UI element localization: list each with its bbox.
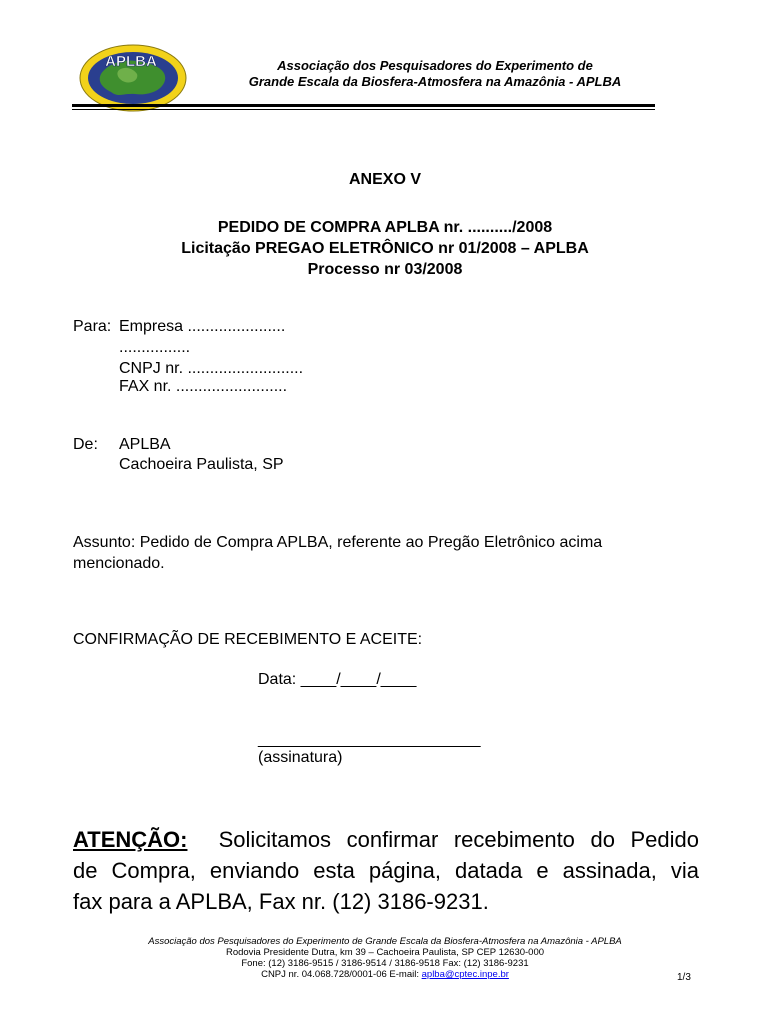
header-divider-thin — [72, 109, 655, 110]
signature-label: (assinatura) — [258, 749, 343, 766]
header-divider — [72, 104, 655, 107]
header-line-1: Associação dos Pesquisadores do Experimento de — [277, 58, 593, 73]
para-dots: ................ — [119, 339, 191, 356]
date-field: Data: ____/____/____ — [258, 671, 417, 688]
attention-label: ATENÇÃO: — [73, 827, 188, 852]
aplba-logo — [79, 44, 187, 112]
attention-line-1 — [73, 824, 699, 855]
tender-title: Licitação PREGAO ELETRÔNICO nr 01/2008 – APLBA — [181, 240, 589, 257]
attention-line-3: fax para a APLBA, Fax nr. (12) 3186-9231. — [73, 889, 489, 914]
para-empresa: Empresa ...................... — [119, 318, 286, 335]
attention-text-1: Solicitamos confirmar recebimento do Pedido — [218, 827, 699, 852]
page-number: 1/3 — [677, 972, 691, 983]
footer-phone: Fone: (12) 3186-9515 / 3186-9514 / 3186-9518 Fax: (12) 3186-9231 — [241, 958, 529, 969]
footer-address: Rodovia Presidente Dutra, km 39 – Cachoeira Paulista, SP CEP 12630-000 — [225, 947, 545, 958]
attention-line-2: de Compra, enviando esta página, datada e assinada, via — [73, 858, 699, 883]
confirmation-heading: CONFIRMAÇÃO DE RECEBIMENTO E ACEITE: — [73, 631, 423, 648]
logo-text: APLBA — [105, 53, 157, 70]
process-title: Processo nr 03/2008 — [307, 261, 463, 278]
footer-cnpj: CNPJ nr. 04.068.728/0001-06 E-mail: — [261, 969, 419, 980]
signature-line: _________________________ — [258, 731, 481, 748]
footer-cnpj-email — [100, 969, 670, 980]
annex-title: ANEXO V — [348, 171, 421, 188]
para-fax: FAX nr. ......................... — [119, 378, 288, 395]
order-title: PEDIDO DE COMPRA APLBA nr. ........../2008 — [217, 219, 553, 236]
footer-org: Associação dos Pesquisadores do Experimento de Grande Escala da Biosfera-Atmosfera na Amazônia - APLBA — [148, 936, 622, 947]
de-label: De: — [73, 436, 98, 453]
de-city: Cachoeira Paulista, SP — [119, 456, 284, 473]
attention-notice — [73, 824, 699, 917]
subject-line-2: mencionado. — [73, 555, 165, 572]
footer-email-link[interactable]: aplba@cptec.inpe.br — [421, 969, 509, 980]
header-line-2: Grande Escala da Biosfera-Atmosfera na Amazônia - APLBA — [248, 74, 622, 89]
de-org: APLBA — [119, 436, 171, 453]
para-label: Para: — [73, 318, 112, 335]
para-cnpj: CNPJ nr. .......................... — [119, 360, 304, 377]
subject-line-1: Assunto: Pedido de Compra APLBA, referente ao Pregão Eletrônico acima — [73, 534, 603, 551]
